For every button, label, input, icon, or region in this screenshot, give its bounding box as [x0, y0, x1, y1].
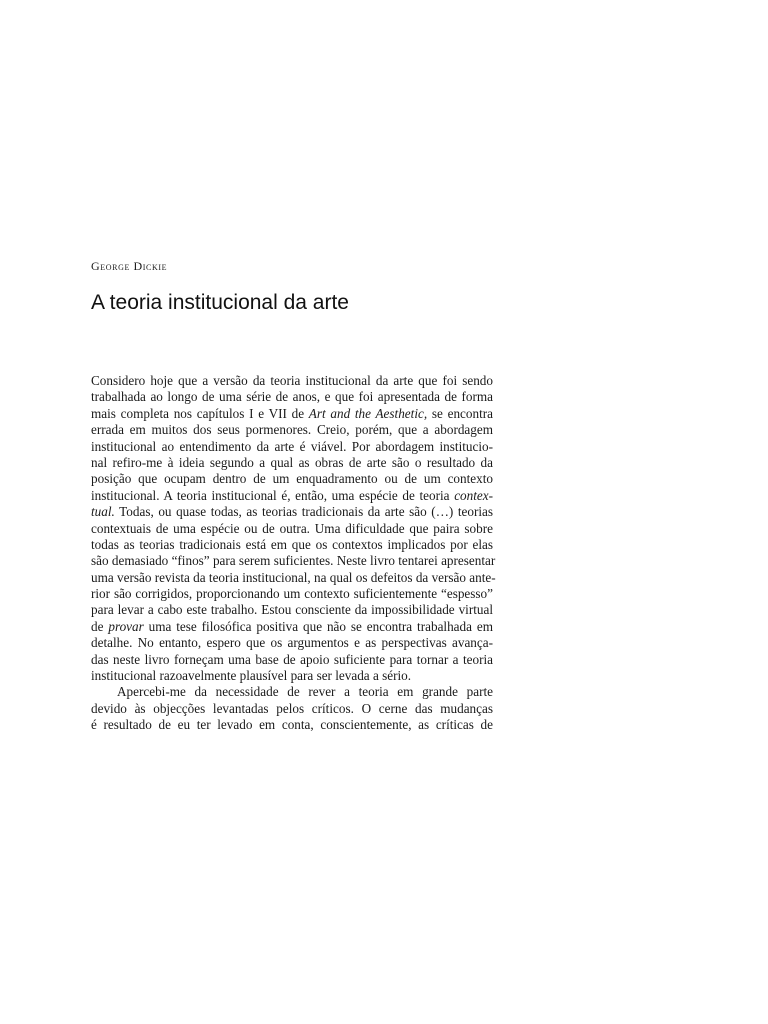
italic-phrase: contex- [454, 487, 493, 503]
text-line: rior são corrigidos, proporcionando um contexto suficientemente “espesso” [91, 586, 493, 602]
text-line: detalhe. No entanto, espero que os argumentos e as perspectivas avança- [91, 635, 493, 651]
italic-phrase: Art and the Aesthetic, [308, 405, 428, 421]
text-line: mais completa nos capítulos I e VII de Art and the Aesthetic, se encontra [91, 405, 493, 421]
text-line: tual. Todas, ou quase todas, as teorias tradicionais da arte são (…) teorias [91, 504, 493, 520]
text-line: nal refiro-me à ideia segundo a qual as obras de arte são o resultado da [91, 454, 493, 470]
text-line: institucional. A teoria institucional é, então, uma espécie de teoria contex- [91, 487, 493, 503]
text-line: Apercebi-me da necessidade de rever a teoria em grande parte [117, 684, 493, 700]
text-line: institucional ao entendimento da arte é viável. Por abordagem institucio- [91, 438, 493, 454]
text-line: das neste livro forneçam uma base de apoio suficiente para tornar a teoria [91, 651, 493, 667]
chapter-title: A teoria institucional da arte [91, 291, 349, 314]
italic-phrase: provar [108, 618, 144, 634]
text-line: é resultado de eu ter levado em conta, conscientemente, as críticas de [91, 717, 493, 733]
text-line: para levar a cabo este trabalho. Estou consciente da impossibilidade virtual [91, 602, 493, 618]
text-line: trabalhada ao longo de uma série de anos, e que foi apresentada de forma [91, 389, 493, 405]
text-line: contextuais de uma espécie ou de outra. Uma dificuldade que paira sobre [91, 520, 493, 536]
body-text [91, 373, 496, 734]
text-line: posição que ocupam dentro de um enquadramento ou de um contexto [91, 471, 493, 487]
text-line: errada em muitos dos seus pormenores. Creio, porém, que a abordagem [91, 422, 493, 438]
text-line: Considero hoje que a versão da teoria institucional da arte que foi sendo [91, 373, 493, 388]
text-line: institucional razoavelmente plausível para ser levada a sério. [91, 668, 412, 684]
text-line: devido às objecções levantadas pelos críticos. O cerne das mudanças [91, 700, 493, 716]
text-line: uma versão revista da teoria institucional, na qual os defeitos da versão ante- [91, 569, 496, 585]
author-name: George Dickie [91, 259, 168, 273]
text-line: de provar uma tese filosófica positiva que não se encontra trabalhada em [91, 618, 493, 634]
text-line: são demasiado “finos” para serem suficientes. Neste livro tentarei apresentar [91, 553, 496, 569]
text-line: todas as teorias tradicionais está em que os contextos implicados por elas [91, 536, 493, 552]
italic-phrase: tual. [91, 504, 115, 520]
